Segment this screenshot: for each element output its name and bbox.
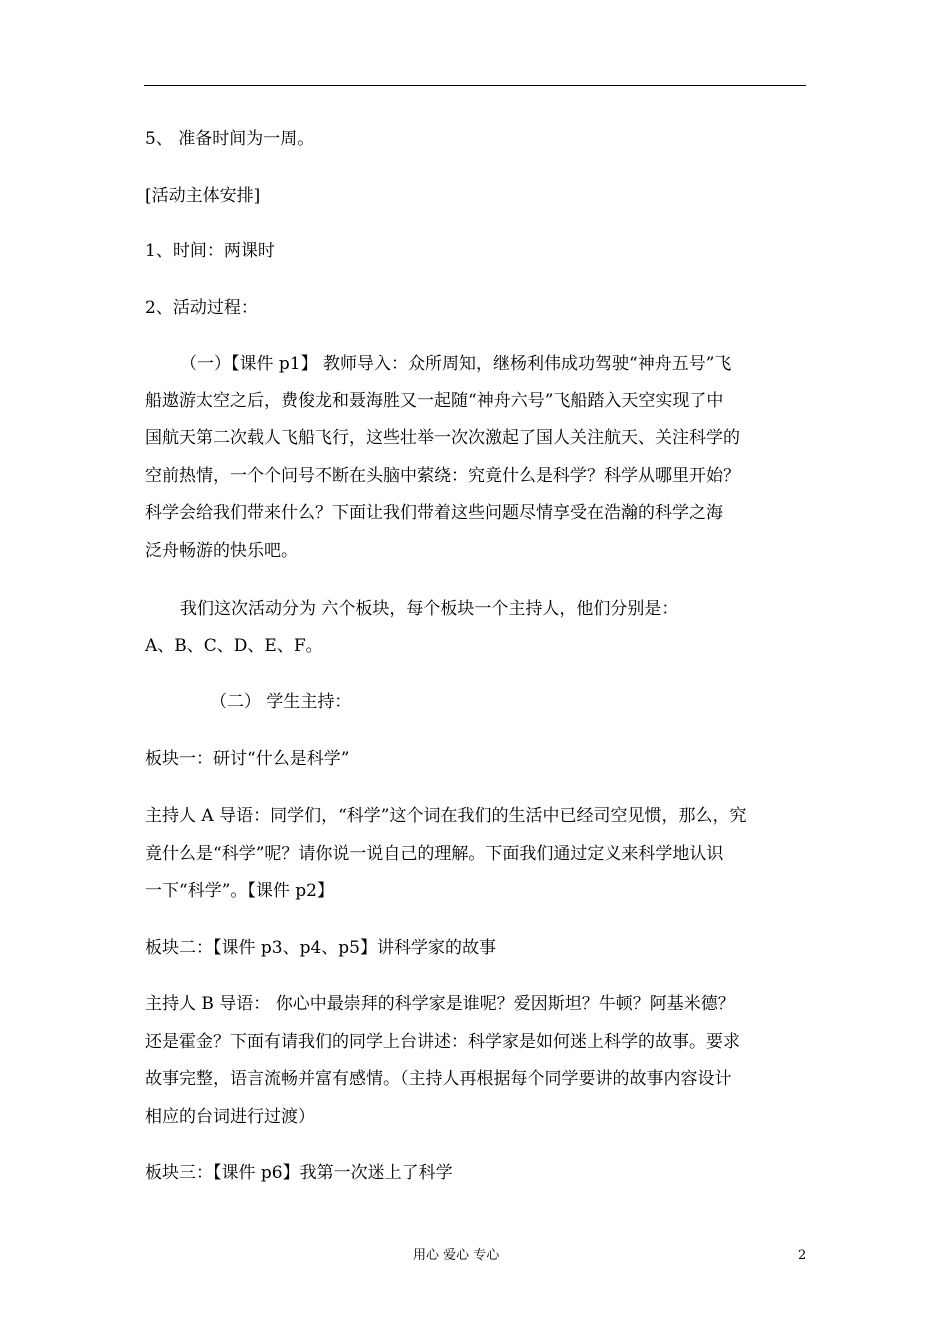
page-number: 2: [798, 1248, 807, 1263]
header-rule: [144, 85, 806, 86]
paragraph-line: 主持人 A 导语：同学们，“科学”这个词在我们的生活中已经司空见惯，那么，究: [145, 806, 747, 826]
block-heading: 板块三：【课件 p6】我第一次迷上了科学: [145, 1163, 453, 1183]
text-line: 5、 准备时间为一周。: [145, 129, 315, 149]
paragraph-line: A、B、C、D、E、F。: [145, 636, 323, 656]
paragraph-line: 空前热情，一个个问号不断在头脑中萦绕：究竟什么是科学？科学从哪里开始？: [145, 466, 740, 486]
paragraph-line: 故事完整，语言流畅并富有感情。（主持人再根据每个同学要讲的故事内容设计: [145, 1069, 732, 1089]
section-heading: [活动主体安排]: [145, 186, 261, 206]
paragraph-line: 国航天第二次载人飞船飞行，这些壮举一次次激起了国人关注航天、关注科学的: [145, 428, 740, 448]
block-heading: 板块一：研讨“什么是科学”: [145, 749, 350, 769]
paragraph-line: 泛舟畅游的快乐吧。: [145, 541, 298, 561]
paragraph-line: 一下“科学”。【课件 p2】: [145, 881, 334, 901]
paragraph-line: 主持人 B 导语： 你心中最崇拜的科学家是谁呢？爱因斯坦？牛顿？阿基米德？: [145, 994, 735, 1014]
paragraph-line: 科学会给我们带来什么？下面让我们带着这些问题尽情享受在浩瀚的科学之海: [145, 503, 723, 523]
text-line: 2、活动过程：: [145, 298, 258, 318]
paragraph-line: 船遨游太空之后，费俊龙和聂海胜又一起随“神舟六号”飞船踏入天空实现了中: [145, 391, 724, 411]
text-line: 1、时间：两课时: [145, 241, 275, 261]
paragraph-line: 竟什么是“科学”呢？请你说一说自己的理解。下面我们通过定义来科学地认识: [145, 844, 724, 864]
footer-motto: 用心 爱心 专心: [413, 1248, 500, 1263]
block-heading: 板块二：【课件 p3、p4、p5】讲科学家的故事: [145, 938, 496, 958]
paragraph-line: 我们这次活动分为 六个板块，每个板块一个主持人，他们分别是：: [180, 599, 679, 619]
paragraph-line: （一）【课件 p1】 教师导入：众所周知，继杨利伟成功驾驶“神舟五号”飞: [180, 354, 732, 374]
subsection-heading: （二） 学生主持：: [210, 692, 352, 712]
paragraph-line: 还是霍金？下面有请我们的同学上台讲述：科学家是如何迷上科学的故事。要求: [145, 1032, 740, 1052]
paragraph-line: 相应的台词进行过渡）: [145, 1107, 315, 1127]
